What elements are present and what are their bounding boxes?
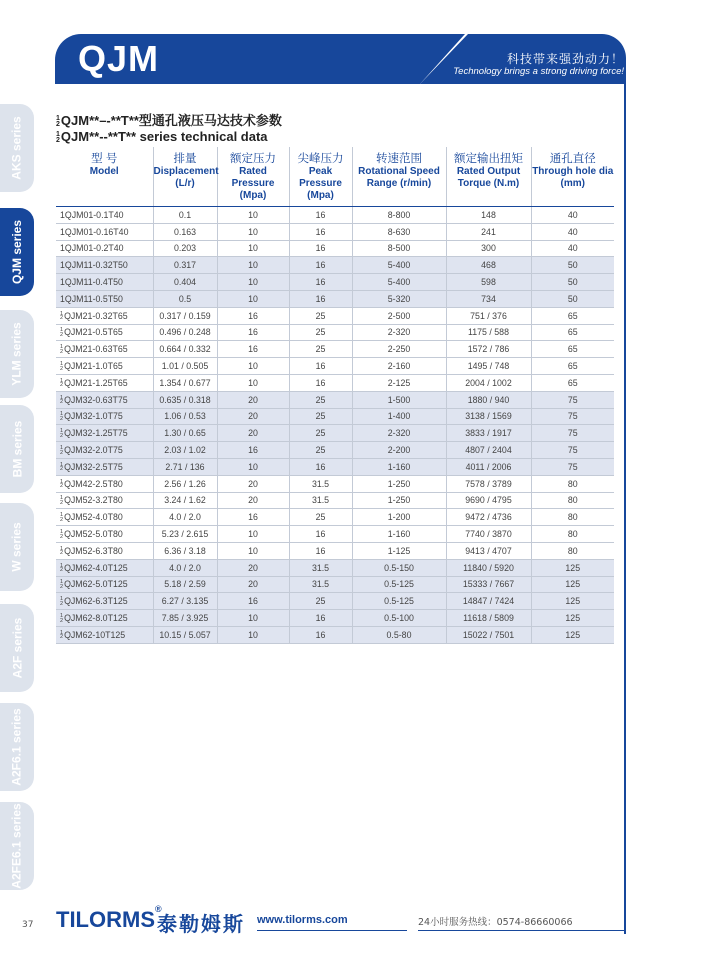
table-row	[56, 240, 614, 257]
fraction-mark: 1 2	[60, 411, 64, 422]
table-cell: 16	[217, 324, 289, 341]
fraction-mark: 1 2	[60, 528, 64, 540]
table-cell: 5-400	[352, 257, 446, 274]
table-cell: 10	[217, 223, 289, 240]
technical-data-table	[56, 147, 614, 644]
title-cn: 1 2QJM**–-**T**型通孔液压马达技术参数	[56, 113, 282, 128]
table-cell: 75	[531, 408, 614, 425]
table-cell: 16	[217, 593, 289, 610]
column-header	[352, 147, 446, 207]
table-cell: 2-320	[352, 324, 446, 341]
table-cell: 20	[217, 492, 289, 509]
table-cell: 9690 / 4795	[446, 492, 531, 509]
column-header-cn: 型 号	[91, 153, 118, 165]
fraction-mark: 1 2	[56, 114, 60, 128]
table-cell: 0.496 / 0.248	[153, 324, 217, 341]
fraction-mark: 1 2	[60, 361, 64, 372]
table-row	[56, 341, 614, 358]
table-cell: 1880 / 940	[446, 391, 531, 408]
table-cell: 1-250	[352, 492, 446, 509]
column-header	[217, 147, 289, 207]
table-row	[56, 207, 614, 224]
fraction-mark: 1 2	[60, 612, 64, 624]
model-cell: 1 2QJM52-5.0T80	[56, 526, 153, 543]
column-header	[153, 147, 217, 207]
model-cell: 1 2QJM62-8.0T125	[56, 610, 153, 627]
fraction-mark: 1 2	[60, 310, 64, 322]
table-cell: 2-125	[352, 374, 446, 391]
table-row	[56, 509, 614, 526]
side-tab-a2fe6-1-series[interactable]	[0, 802, 34, 890]
table-cell: 0.1	[153, 207, 217, 224]
model-cell: 1 2QJM21-0.32T65	[56, 307, 153, 324]
column-header	[446, 147, 531, 207]
table-cell: 0.5-125	[352, 593, 446, 610]
table-cell: 20	[217, 408, 289, 425]
fraction-mark: 1 2	[60, 461, 64, 473]
table-cell: 3.24 / 1.62	[153, 492, 217, 509]
table-cell: 125	[531, 576, 614, 593]
table-cell: 3138 / 1569	[446, 408, 531, 425]
table-cell: 65	[531, 307, 614, 324]
column-header-en: Displacement (L/r)	[153, 166, 219, 189]
table-cell: 80	[531, 542, 614, 559]
side-tab-label: BM series	[10, 420, 25, 478]
table-cell: 11840 / 5920	[446, 559, 531, 576]
table-cell: 0.5	[153, 290, 217, 307]
table-cell: 14847 / 7424	[446, 593, 531, 610]
side-tab-label: AKS series	[10, 116, 24, 180]
slogan-en: Technology brings a strong driving force!	[453, 66, 624, 77]
table-cell: 16	[217, 341, 289, 358]
fraction-mark: 1 2	[60, 478, 64, 490]
table-body	[56, 207, 614, 644]
column-header	[289, 147, 352, 207]
table-cell: 16	[289, 207, 352, 224]
model-cell: 1 2QJM42-2.5T80	[56, 475, 153, 492]
website-link[interactable]: www.tilorms.com	[257, 914, 348, 926]
table-cell: 0.5-80	[352, 626, 446, 643]
table-cell: 65	[531, 341, 614, 358]
table-cell: 1-500	[352, 391, 446, 408]
table-cell: 25	[289, 324, 352, 341]
column-header-cn: 尖峰压力	[297, 153, 344, 165]
table-cell: 20	[217, 559, 289, 576]
table-cell: 16	[289, 458, 352, 475]
table-cell: 16	[289, 290, 352, 307]
model-cell: 1 2QJM52-4.0T80	[56, 509, 153, 526]
table-cell: 80	[531, 509, 614, 526]
table-cell: 25	[289, 425, 352, 442]
table-cell: 20	[217, 391, 289, 408]
table-cell: 10.15 / 5.057	[153, 626, 217, 643]
table-cell: 4807 / 2404	[446, 442, 531, 459]
table-cell: 9413 / 4707	[446, 542, 531, 559]
table-cell: 4.0 / 2.0	[153, 509, 217, 526]
table-cell: 0.635 / 0.318	[153, 391, 217, 408]
footer-rule	[418, 930, 626, 931]
table-row	[56, 274, 614, 291]
table-row	[56, 559, 614, 576]
fraction-mark: 1 2	[60, 495, 64, 506]
table-cell: 20	[217, 425, 289, 442]
model-cell: 1 2QJM62-5.0T125	[56, 576, 153, 593]
table-row	[56, 576, 614, 593]
model-cell: 1QJM11-0.32T50	[56, 257, 153, 274]
model-cell: 1QJM11-0.5T50	[56, 290, 153, 307]
model-cell: 1QJM01-0.16T40	[56, 223, 153, 240]
table-cell: 10	[217, 207, 289, 224]
table-cell: 16	[217, 509, 289, 526]
column-header-cn: 额定压力	[230, 153, 276, 165]
side-tab-a2f6-1-series[interactable]	[0, 703, 34, 791]
table-cell: 10	[217, 458, 289, 475]
table-cell: 11618 / 5809	[446, 610, 531, 627]
table-cell: 2-500	[352, 307, 446, 324]
table-cell: 20	[217, 475, 289, 492]
table-cell: 598	[446, 274, 531, 291]
table-cell: 50	[531, 274, 614, 291]
table-cell: 4011 / 2006	[446, 458, 531, 475]
table-cell: 15022 / 7501	[446, 626, 531, 643]
table-cell: 0.317	[153, 257, 217, 274]
table-cell: 6.27 / 3.135	[153, 593, 217, 610]
model-cell: 1 2QJM32-1.0T75	[56, 408, 153, 425]
table-row	[56, 492, 614, 509]
table-cell: 2.56 / 1.26	[153, 475, 217, 492]
table-cell: 25	[289, 408, 352, 425]
model-cell: 1QJM01-0.2T40	[56, 240, 153, 257]
fraction-mark: 1 2	[60, 512, 64, 523]
table-cell: 0.5-150	[352, 559, 446, 576]
model-cell: 1 2QJM21-1.25T65	[56, 374, 153, 391]
table-cell: 2.03 / 1.02	[153, 442, 217, 459]
model-cell: 1 2QJM21-0.63T65	[56, 341, 153, 358]
table-header-row	[56, 147, 614, 207]
table-cell: 148	[446, 207, 531, 224]
table-cell: 125	[531, 559, 614, 576]
side-tab-label: YLM series	[10, 322, 24, 386]
column-header	[56, 147, 153, 207]
table-cell: 50	[531, 290, 614, 307]
side-tab-w-series[interactable]	[0, 503, 34, 591]
table-cell: 16	[217, 307, 289, 324]
table-cell: 25	[289, 442, 352, 459]
table-cell: 2-320	[352, 425, 446, 442]
table-row	[56, 374, 614, 391]
side-tab-label: A2F series	[10, 617, 25, 679]
table-cell: 125	[531, 626, 614, 643]
table-cell: 10	[217, 290, 289, 307]
hotline: 24小时服务热线：0574-86660066	[418, 917, 573, 928]
fraction-mark: 1 2	[60, 579, 64, 590]
table-cell: 16	[289, 358, 352, 375]
table-cell: 25	[289, 593, 352, 610]
column-header-cn: 转速范围	[376, 153, 422, 165]
table-cell: 20	[217, 576, 289, 593]
table-cell: 10	[217, 358, 289, 375]
table-cell: 7740 / 3870	[446, 526, 531, 543]
table-cell: 10	[217, 526, 289, 543]
table-cell: 1572 / 786	[446, 341, 531, 358]
model-cell: 1 2QJM52-6.3T80	[56, 542, 153, 559]
model-cell: 1 2QJM21-1.0T65	[56, 358, 153, 375]
table-cell: 0.5-100	[352, 610, 446, 627]
page-number: 37	[22, 920, 34, 930]
table-cell: 0.163	[153, 223, 217, 240]
table-cell: 75	[531, 425, 614, 442]
column-header-en: Peak Pressure (Mpa)	[299, 166, 342, 201]
table-cell: 16	[289, 542, 352, 559]
table-cell: 65	[531, 358, 614, 375]
table-cell: 25	[289, 307, 352, 324]
table-cell: 16	[289, 274, 352, 291]
table-cell: 40	[531, 223, 614, 240]
page-title: QJM	[78, 38, 160, 79]
table-cell: 8-500	[352, 240, 446, 257]
table-cell: 9472 / 4736	[446, 509, 531, 526]
side-tab-bm-series[interactable]	[0, 405, 34, 493]
table-cell: 1-250	[352, 475, 446, 492]
table-cell: 16	[289, 257, 352, 274]
table-cell: 8-630	[352, 223, 446, 240]
table-cell: 1-160	[352, 526, 446, 543]
model-cell: 1QJM01-0.1T40	[56, 207, 153, 224]
model-cell: 1 2QJM62-4.0T125	[56, 559, 153, 576]
fraction-mark: 1 2	[56, 130, 60, 144]
table-cell: 468	[446, 257, 531, 274]
table-cell: 75	[531, 442, 614, 459]
table-row	[56, 526, 614, 543]
column-header-en: Rotational Speed Range (r/min)	[358, 166, 440, 189]
table-row	[56, 358, 614, 375]
table-cell: 1-400	[352, 408, 446, 425]
model-cell: 1 2QJM32-1.25T75	[56, 425, 153, 442]
model-cell: 1 2QJM62-10T125	[56, 626, 153, 643]
table-cell: 10	[217, 374, 289, 391]
table-cell: 10	[217, 257, 289, 274]
table-cell: 8-800	[352, 207, 446, 224]
model-cell: 1 2QJM32-2.5T75	[56, 458, 153, 475]
table-cell: 15333 / 7667	[446, 576, 531, 593]
table-cell: 300	[446, 240, 531, 257]
fraction-mark: 1 2	[60, 545, 64, 557]
fraction-mark: 1 2	[60, 344, 64, 355]
table-row	[56, 223, 614, 240]
table-row	[56, 391, 614, 408]
table-cell: 5-320	[352, 290, 446, 307]
table-cell: 5.18 / 2.59	[153, 576, 217, 593]
table-cell: 2-200	[352, 442, 446, 459]
table-row	[56, 290, 614, 307]
table-cell: 31.5	[289, 475, 352, 492]
table-cell: 25	[289, 391, 352, 408]
table-cell: 1.01 / 0.505	[153, 358, 217, 375]
table-cell: 5.23 / 2.615	[153, 526, 217, 543]
table-cell: 16	[289, 240, 352, 257]
table-cell: 125	[531, 593, 614, 610]
fraction-mark: 1 2	[60, 394, 64, 406]
table-cell: 10	[217, 542, 289, 559]
column-header-en: Rated Output Torque (N.m)	[456, 166, 521, 189]
column-header	[531, 147, 614, 207]
brand-logo-cn: 泰勒姆斯	[157, 912, 245, 936]
table-cell: 2-160	[352, 358, 446, 375]
table-cell: 2004 / 1002	[446, 374, 531, 391]
column-header-en: Model	[89, 166, 119, 177]
table-cell: 65	[531, 324, 614, 341]
table-row	[56, 257, 614, 274]
table-cell: 1.354 / 0.677	[153, 374, 217, 391]
table-cell: 50	[531, 257, 614, 274]
table-cell: 751 / 376	[446, 307, 531, 324]
fraction-mark: 1 2	[60, 327, 64, 339]
table-cell: 16	[289, 374, 352, 391]
table-cell: 65	[531, 374, 614, 391]
column-header-cn: 额定输出扭矩	[454, 153, 523, 165]
table-cell: 16	[289, 626, 352, 643]
table-cell: 0.404	[153, 274, 217, 291]
table-row	[56, 610, 614, 627]
fraction-mark: 1 2	[60, 562, 64, 574]
right-border-rule	[624, 70, 626, 934]
table-cell: 10	[217, 610, 289, 627]
column-header-cn: 通孔直径	[549, 153, 596, 165]
table-cell: 10	[217, 240, 289, 257]
side-tab-ylm-series[interactable]	[0, 310, 34, 398]
table-cell: 80	[531, 492, 614, 509]
brand-logo: TILORMS®	[56, 904, 162, 932]
side-tab-a2f-series[interactable]	[0, 604, 34, 692]
table-cell: 80	[531, 475, 614, 492]
table-row	[56, 425, 614, 442]
table-cell: 1-125	[352, 542, 446, 559]
table-cell: 75	[531, 391, 614, 408]
column-header-en: Through hole dia (mm)	[532, 166, 614, 189]
fraction-mark: 1 2	[60, 428, 64, 439]
table-cell: 4.0 / 2.0	[153, 559, 217, 576]
table-cell: 40	[531, 207, 614, 224]
model-cell: 1 2QJM62-6.3T125	[56, 593, 153, 610]
model-cell: 1 2QJM21-0.5T65	[56, 324, 153, 341]
table-row	[56, 593, 614, 610]
table-cell: 16	[289, 610, 352, 627]
table-cell: 16	[289, 526, 352, 543]
table-cell: 10	[217, 626, 289, 643]
model-cell: 1 2QJM32-2.0T75	[56, 442, 153, 459]
table-cell: 2.71 / 136	[153, 458, 217, 475]
table-row	[56, 408, 614, 425]
side-tab-aks-series[interactable]	[0, 104, 34, 192]
table-cell: 7.85 / 3.925	[153, 610, 217, 627]
column-header-en: Rated Pressure (Mpa)	[231, 166, 275, 201]
fraction-mark: 1 2	[60, 629, 64, 641]
table-row	[56, 442, 614, 459]
table-cell: 0.317 / 0.159	[153, 307, 217, 324]
model-cell: 1 2QJM52-3.2T80	[56, 492, 153, 509]
table-cell: 1.06 / 0.53	[153, 408, 217, 425]
table-cell: 0.664 / 0.332	[153, 341, 217, 358]
table-cell: 1.30 / 0.65	[153, 425, 217, 442]
title-en: 1 2QJM**--**T** series technical data	[56, 129, 268, 144]
table-cell: 0.5-125	[352, 576, 446, 593]
table-cell: 3833 / 1917	[446, 425, 531, 442]
table-cell: 7578 / 3789	[446, 475, 531, 492]
table-cell: 31.5	[289, 559, 352, 576]
table-cell: 241	[446, 223, 531, 240]
table-cell: 1175 / 588	[446, 324, 531, 341]
table-cell: 1-200	[352, 509, 446, 526]
slogan-cn: 科技带来强劲动力！	[506, 52, 624, 66]
table-cell: 31.5	[289, 576, 352, 593]
table-cell: 6.36 / 3.18	[153, 542, 217, 559]
table-cell: 1495 / 748	[446, 358, 531, 375]
table-cell: 0.203	[153, 240, 217, 257]
side-tab-label: W series	[10, 522, 25, 572]
table-cell: 10	[217, 274, 289, 291]
table-cell: 1-160	[352, 458, 446, 475]
table-cell: 2-250	[352, 341, 446, 358]
table-row	[56, 307, 614, 324]
table-cell: 16	[217, 442, 289, 459]
fraction-mark: 1 2	[60, 445, 64, 456]
table-cell: 5-400	[352, 274, 446, 291]
table-cell: 40	[531, 240, 614, 257]
table-row	[56, 458, 614, 475]
table-cell: 80	[531, 526, 614, 543]
table-cell: 31.5	[289, 492, 352, 509]
table-cell: 25	[289, 509, 352, 526]
side-tab-label: A2FE6.1 series	[10, 803, 25, 889]
side-tab-label: A2F6.1 series	[10, 708, 25, 786]
table-cell: 125	[531, 610, 614, 627]
side-tab-qjm-series[interactable]	[0, 208, 34, 296]
column-header-cn: 排量	[173, 153, 197, 165]
table-row	[56, 542, 614, 559]
table-row	[56, 324, 614, 341]
model-cell: 1QJM11-0.4T50	[56, 274, 153, 291]
table-cell: 75	[531, 458, 614, 475]
fraction-mark: 1 2	[60, 377, 64, 389]
side-tab-label: QJM series	[10, 219, 25, 285]
table-row	[56, 626, 614, 643]
footer-rule	[257, 930, 407, 931]
table-row	[56, 475, 614, 492]
model-cell: 1 2QJM32-0.63T75	[56, 391, 153, 408]
table-cell: 25	[289, 341, 352, 358]
table-cell: 734	[446, 290, 531, 307]
fraction-mark: 1 2	[60, 596, 64, 607]
table-cell: 16	[289, 223, 352, 240]
